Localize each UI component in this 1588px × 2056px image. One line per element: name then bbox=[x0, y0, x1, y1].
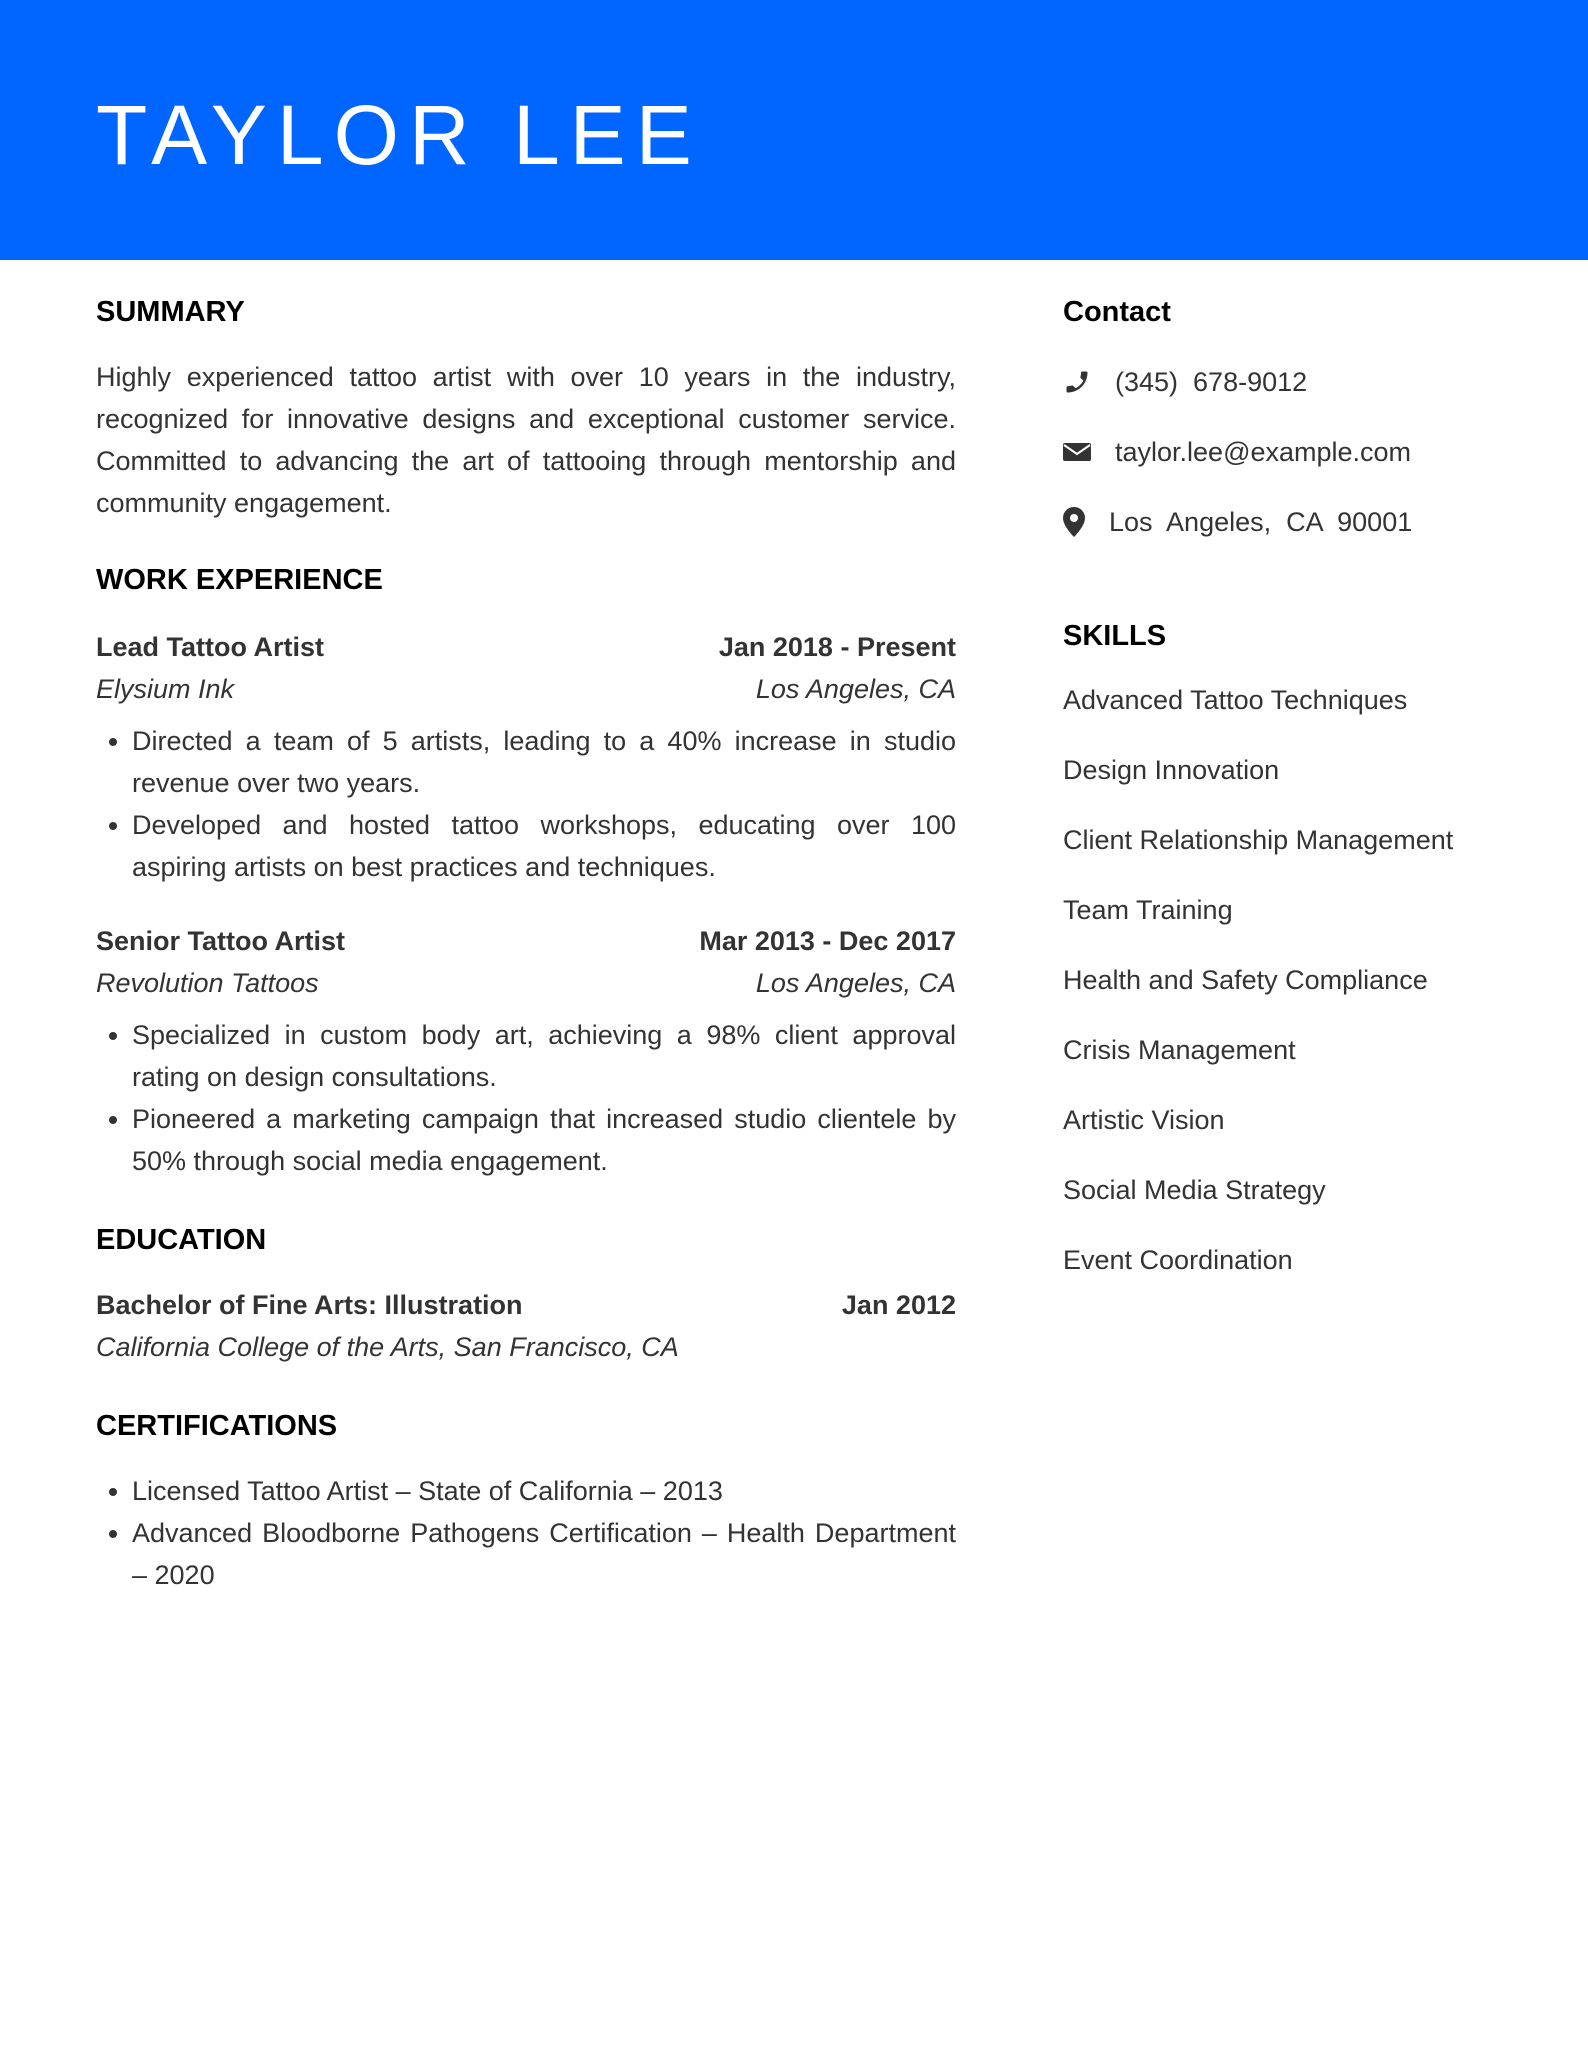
work-heading: WORK EXPERIENCE bbox=[96, 564, 383, 596]
skill-item: Team Training bbox=[1063, 895, 1233, 925]
contact-heading: Contact bbox=[1063, 296, 1171, 328]
job-title: Lead Tattoo Artist bbox=[96, 632, 324, 662]
education-heading: EDUCATION bbox=[96, 1224, 267, 1256]
school-name: California College of the Arts, San Francisco, CA bbox=[96, 1332, 679, 1362]
summary-heading: SUMMARY bbox=[96, 296, 245, 328]
header-banner bbox=[0, 0, 1588, 260]
skill-item: Crisis Management bbox=[1063, 1035, 1296, 1065]
job-title: Senior Tattoo Artist bbox=[96, 926, 345, 956]
job-bullet: • Developed and hosted tattoo workshops, educating over 100 aspiring artists on best practices and techniques. bbox=[132, 804, 956, 888]
contact-location-text: Los Angeles, CA 90001 bbox=[1109, 507, 1413, 537]
skills-heading: SKILLS bbox=[1063, 620, 1167, 652]
job-location: Los Angeles, CA bbox=[755, 968, 956, 998]
contact-location bbox=[1063, 502, 1493, 542]
job-bullet: • Directed a team of 5 artists, leading to a 40% increase in studio revenue over two years. bbox=[132, 720, 956, 804]
side-column bbox=[1063, 288, 1493, 1310]
envelope-icon bbox=[1063, 432, 1103, 472]
certifications-heading: CERTIFICATIONS bbox=[96, 1410, 338, 1442]
summary-section bbox=[96, 288, 956, 524]
contact-section bbox=[1063, 288, 1493, 542]
certifications-list bbox=[96, 1470, 956, 1596]
job-company: Elysium Ink bbox=[96, 674, 235, 704]
skill-item: Event Coordination bbox=[1063, 1245, 1293, 1275]
job-dates: Jan 2018 - Present bbox=[718, 632, 956, 662]
skills-list bbox=[1063, 680, 1493, 1310]
job-entry bbox=[96, 920, 956, 1182]
skill-item: Artistic Vision bbox=[1063, 1105, 1225, 1135]
job-company: Revolution Tattoos bbox=[96, 968, 319, 998]
job-entry bbox=[96, 626, 956, 888]
contact-phone bbox=[1063, 362, 1493, 402]
skill-item: Design Innovation bbox=[1063, 755, 1280, 785]
degree-date: Jan 2012 bbox=[841, 1290, 956, 1320]
degree-title: Bachelor of Fine Arts: Illustration bbox=[96, 1290, 523, 1320]
person-name: TAYLOR LEE bbox=[96, 88, 702, 182]
skill-item: Health and Safety Compliance bbox=[1063, 965, 1428, 995]
certification-item: • Advanced Bloodborne Pathogens Certification – Health Department – 2020 bbox=[132, 1512, 956, 1596]
job-bullets bbox=[96, 720, 956, 888]
certifications-section bbox=[96, 1402, 956, 1596]
skill-item: Client Relationship Management bbox=[1063, 825, 1454, 855]
job-location: Los Angeles, CA bbox=[755, 674, 956, 704]
map-marker-icon bbox=[1063, 502, 1097, 542]
main-column bbox=[96, 288, 956, 1596]
certification-item: • Licensed Tattoo Artist – State of California – 2013 bbox=[132, 1470, 956, 1512]
summary-text: Highly experienced tattoo artist with over 10 years in the industry, recognized for innovative designs and exceptional customer service. Committed to advancing the art of tattooing through mentorship and community engagement. bbox=[96, 362, 956, 518]
job-dates: Mar 2013 - Dec 2017 bbox=[699, 926, 956, 956]
job-bullets bbox=[96, 1014, 956, 1182]
phone-icon bbox=[1063, 362, 1103, 402]
skills-section bbox=[1063, 612, 1493, 1310]
job-bullet: • Pioneered a marketing campaign that increased studio clientele by 50% through social media engagement. bbox=[132, 1098, 956, 1182]
job-bullet: • Specialized in custom body art, achieving a 98% client approval rating on design consultations. bbox=[132, 1014, 956, 1098]
work-section bbox=[96, 556, 956, 1182]
contact-email-text[interactable]: taylor.lee@example.com bbox=[1115, 437, 1412, 467]
contact-email bbox=[1063, 432, 1493, 472]
skill-item: Social Media Strategy bbox=[1063, 1175, 1326, 1205]
skill-item: Advanced Tattoo Techniques bbox=[1063, 685, 1408, 715]
contact-phone-text[interactable]: (345) 678-9012 bbox=[1115, 367, 1308, 397]
education-section bbox=[96, 1216, 956, 1368]
